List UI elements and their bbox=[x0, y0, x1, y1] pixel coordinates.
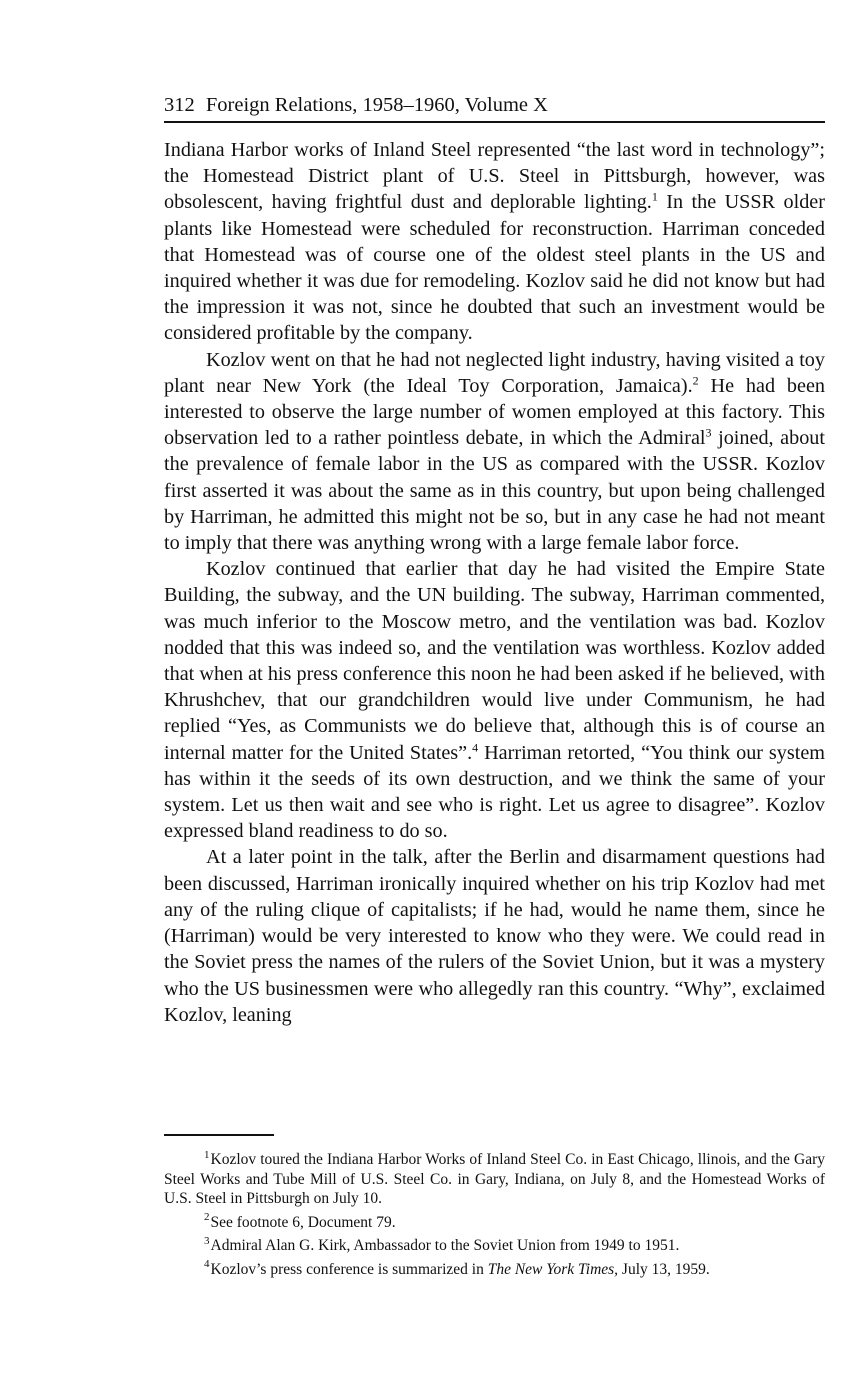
footnote-mark: 3 bbox=[204, 1234, 210, 1247]
footnotes bbox=[164, 1150, 825, 1283]
footnote-ref[interactable]: 4 bbox=[472, 739, 479, 754]
publication-title: The New York Times, bbox=[487, 1260, 619, 1278]
paragraph bbox=[164, 844, 825, 1027]
paragraph bbox=[164, 347, 825, 557]
running-head bbox=[164, 90, 825, 123]
paragraph bbox=[164, 556, 825, 844]
footnote bbox=[164, 1260, 825, 1280]
footnote-text: See footnote 6, Document 79. bbox=[210, 1213, 396, 1231]
footnote-text: Kozlov’s press conference is summarized in bbox=[210, 1260, 488, 1278]
page bbox=[164, 90, 825, 1028]
footnote-ref[interactable]: 1 bbox=[651, 189, 658, 204]
footnote-ref[interactable]: 2 bbox=[692, 373, 699, 388]
paragraph-text: He had been interested to observe the large number of women employed at this factory. This observation led to a rather pointless debate, in which the Admiral bbox=[164, 374, 826, 450]
paragraph-text: In the USSR older plants like Homestead were scheduled for reconstruction. Harriman conceded that Homestead was of course one of the oldest steel plants in the US and inquired whether it was due for remodeling. Kozlov said he did not know but had the impression it was not, since he doubted that such an investment would be considered profitable by the company. bbox=[164, 191, 825, 345]
volume-title: Foreign Relations, 1958–1960, Volume X bbox=[205, 94, 548, 116]
footnote-mark: 2 bbox=[204, 1211, 210, 1224]
paragraph-text: Kozlov went on that he had not neglected light industry, having visited a toy plant near New York (the Ideal Toy Corporation, Jamaica). bbox=[164, 348, 825, 397]
footnote-mark: 4 bbox=[204, 1258, 210, 1271]
footnote bbox=[164, 1236, 825, 1256]
footnote-text: July 13, 1959. bbox=[618, 1260, 710, 1278]
footnote-text: Kozlov toured the Indiana Harbor Works of Inland Steel Co. in East Chicago, llinois, and the Gary Steel Works and Tube Mill of U.S. Steel Co. in Gary, Indiana, on July 8, and the Homestead Works of U.S. Steel in Pittsburgh on July 10. bbox=[164, 1151, 825, 1207]
page-number: 312 bbox=[164, 94, 195, 116]
footnote bbox=[164, 1213, 825, 1233]
paragraph-text: Indiana Harbor works of Inland Steel represented “the last word in technology”; the Homestead District plant of U.S. Steel in Pittsburgh, however, was obsolescent, having frightful dust and deplorable lighting. bbox=[164, 139, 825, 214]
paragraph-text: Kozlov continued that earlier that day he had visited the Empire State Building, the subway, and the UN building. The subway, Harriman commented, was much inferior to the Moscow metro, and the ventilation was bad. Kozlov nodded that this was indeed so, and the ventilation was worthless. Kozlov added that when at his press conference this noon he had been asked if he believed, with Khrushchev, that our grandchildren would live under Communism, he had replied “Yes, as Communists we do believe that, although this is of course an internal matter for the United States”. bbox=[164, 558, 825, 764]
footnote-divider bbox=[164, 1134, 274, 1136]
footnote bbox=[164, 1150, 825, 1209]
footnote-ref[interactable]: 3 bbox=[705, 425, 712, 440]
body-text bbox=[164, 137, 825, 1028]
footnote-text: Admiral Alan G. Kirk, Ambassador to the Soviet Union from 1949 to 1951. bbox=[210, 1237, 680, 1254]
paragraph-text: joined, about the prevalence of female labor in the US as compared with the USSR. Kozlov first asserted it was about the same as in this country, but upon being challenged by Harriman, he admitted this might not be so, but in any case he had not meant to imply that there was anything wrong with a large female labor force. bbox=[164, 427, 826, 555]
paragraph bbox=[164, 137, 825, 347]
footnote-mark: 1 bbox=[204, 1148, 210, 1161]
paragraph-text: Harriman retorted, “You think our system has within it the seeds of its own destruction, and we think the same of your system. Let us then wait and see who is right. Let us agree to disagree”. Kozlov expressed bland readiness to do so. bbox=[164, 741, 826, 843]
paragraph-text: At a later point in the talk, after the Berlin and disarmament questions had been discussed, Harriman ironically inquired whether on his trip Kozlov had met any of the ruling clique of capitalists; if he had, would he name them, since he (Harriman) would be very interested to know who they were. We could read in the Soviet press the names of the rulers of the Soviet Union, but it was a mystery who the US businessmen were who allegedly ran this country. “Why”, exclaimed Kozlov, leaning bbox=[164, 846, 825, 1026]
